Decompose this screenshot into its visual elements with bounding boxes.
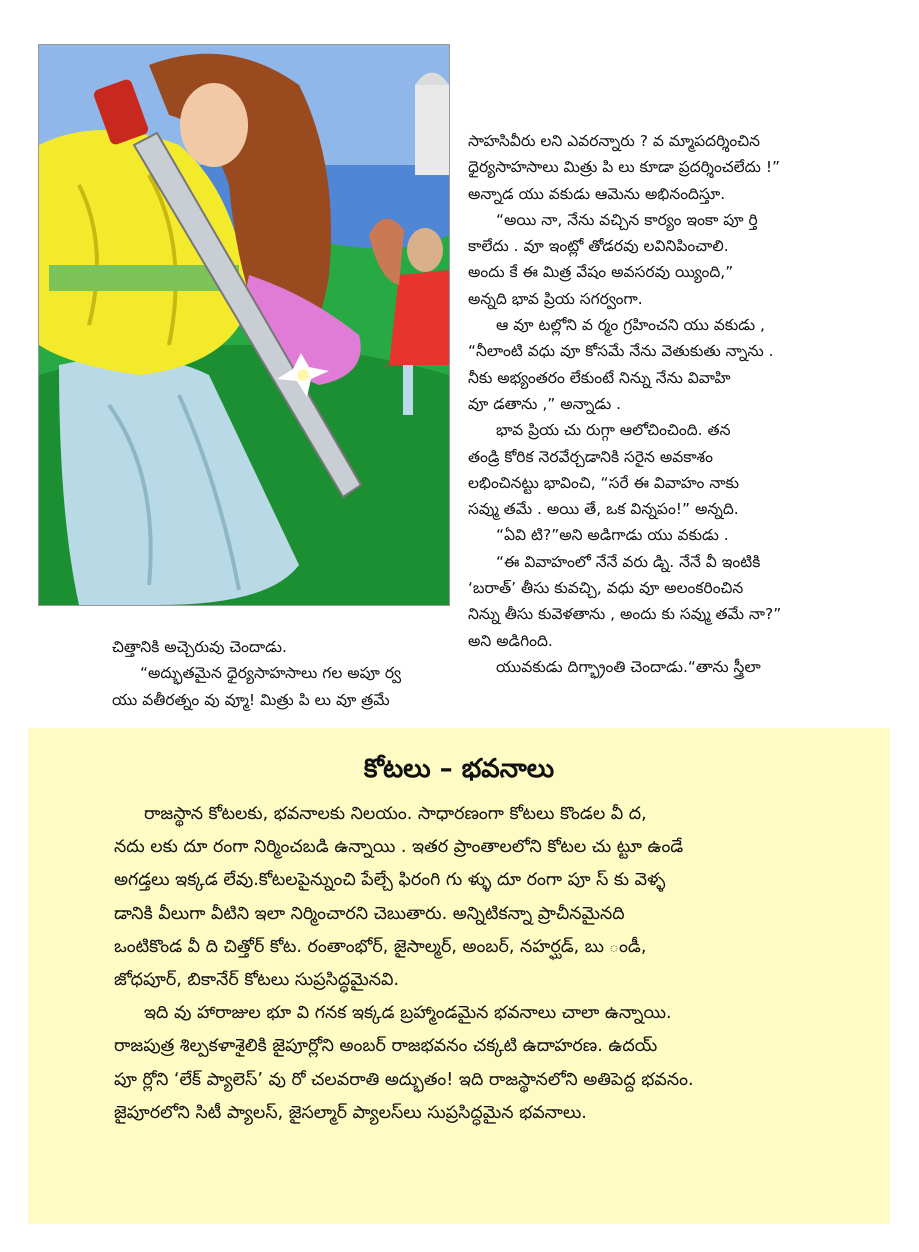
story-line: అన్నది భావ ప్రియ సగర్వంగా. — [468, 289, 643, 308]
story-line: ఆ వూ టల్లోని వ ర్మం గ్రహించని యు వకుడు , — [496, 316, 765, 335]
sword-fight-illustration — [39, 45, 449, 605]
info-box-body — [114, 798, 860, 1130]
story-line: అని అడిగింది. — [468, 631, 553, 650]
story-line: నిన్ను తీసు కువెళతాను , అందు కు సవ్ము తమే నా?” — [468, 605, 782, 624]
story-line: “ఈ వివాహంలో నేనే వరు డ్ని. నేనే వీ ఇంటికి — [496, 552, 761, 571]
story-line: సాహసివీరు లని ఎవరన్నారు ? వ మ్మాపదర్శించిన — [468, 132, 761, 150]
story-line: భావ ప్రియ చు రుగ్గా ఆలోచించింది. తన — [496, 421, 731, 440]
story-left-column — [112, 634, 450, 713]
info-line: నదు లకు దూ రంగా నిర్మించబడి ఉన్నాయి . ఇతర ప్రాంతాలలోని కోటల చు ట్టూ ఉండే — [114, 837, 684, 858]
info-line: రాజస్థాన కోటలకు, భవనాలకు నిలయం. సాధారణంగా కోటలు కొండల వీ ద, — [144, 804, 647, 824]
story-line: కాలేదు . వూ ఇంట్లో తోడరవు లవినిపించాలి. — [468, 237, 729, 256]
story-line: “ఏవి టి?”అని అడిగాడు యు వకుడు . — [496, 526, 729, 545]
info-line: జోధపూర్, బికానేర్ కోటలు సుప్రసిద్ధమైనవి. — [114, 970, 400, 991]
story-line: “అద్భుతమైన ధైర్యసాహసాలు గల అపూ ర్వ — [140, 664, 402, 683]
info-line: ఒంటికొండ వీ ది చిత్తోర్ కోట. రంతాంభోర్, జైసాల్మర్, అంబర్, నహర్ఘడ్, బు ండీ, — [114, 936, 647, 957]
palace-wall — [415, 85, 449, 175]
story-line: “నీలాంటి వధు వూ కోసమే నేను వెతుకుతు న్నాను . — [468, 342, 774, 361]
story-right-column — [468, 128, 900, 680]
story-line: వూ డతాను ,” అన్నాడు . — [468, 394, 622, 413]
story-line: సవ్ము తమే . అయి తే, ఒక విన్నపం!” అన్నది. — [468, 500, 739, 519]
story-line: ‘బరాత్’ తీసు కువచ్చి, వధు వూ అలంకరించిన — [468, 579, 744, 598]
story-line: యువకుడు దిగ్భ్రాంతి చెందాడు.“తాను స్త్రీలా — [496, 657, 761, 676]
story-line: తండ్రి కోరిక నెరవేర్చడానికి సరైన అవకాశం — [468, 447, 713, 466]
info-box — [28, 728, 890, 1224]
face — [180, 83, 248, 167]
story-line: చిత్తానికి అచ్చెరువు చెందాడు. — [112, 638, 287, 656]
info-line: పూ ర్లోని ‘లేక్ ప్యాలెస్’ వు రో చలవరాతి అద్భుతం! ఇది రాజస్థానలోని అతిపెద్ద భవనం. — [114, 1069, 694, 1090]
story-line: అందు కే ఈ మిత్ర వేషం అవసరవు య్యింది,” — [468, 263, 734, 282]
story-line: యు వతీరత్నం వు వ్మూ! మిత్రు పి లు వూ త్రమే — [112, 690, 390, 709]
story-line: ధైర్యసాహసాలు మిత్రు పి లు కూడా ప్రదర్శించలేదు !” — [468, 158, 781, 177]
info-line: రాజపుత్ర శిల్పకళాశైలికి జైపూర్లోని అంబర్ రాజభవనం చక్కటి ఉదాహరణ. ఉదయ్ — [114, 1036, 658, 1057]
story-line: నీకు అభ్యంతరం లేకుంటే నిన్ను నేను వివాహి — [468, 368, 731, 387]
info-line: డానికి వీలుగా వీటిని ఇలా నిర్మించారని చెబుతారు. అన్నిటికన్నా ప్రాచీనమైనది — [114, 903, 625, 924]
info-line: ఇది వు హారాజుల భూ వి గనక ఇక్కడ బ్రహ్మాండమైన భవనాలు చాలా ఉన్నాయి. — [144, 1003, 672, 1024]
story-illustration — [38, 44, 450, 606]
info-box-title: కోటలు – భవనాలు — [363, 754, 555, 784]
story-line: లభించినట్టు భావించి, “సరే ఈ వివాహం నాకు — [468, 473, 739, 492]
story-line: “అయి నా, నేను వచ్చిన కార్యం ఇంకా పూ ర్తి — [496, 210, 758, 229]
info-line: అగడ్తలు ఇక్కడ లేవు.కోటలపైన్నుంచి పేల్చే ఫిరంగి గు ళ్ళు దూ రంగా పూ స్ కు వెళ్ళ — [114, 870, 666, 891]
story-line: అన్నాడ యు వకుడు ఆమెను అభినందిస్తూ. — [468, 184, 726, 203]
info-line: జైపూరలోని సిటీ ప్యాలస్, జైసల్మార్ ప్యాలస్‌లు సుప్రసిద్ధమైన భవనాలు. — [114, 1102, 587, 1123]
